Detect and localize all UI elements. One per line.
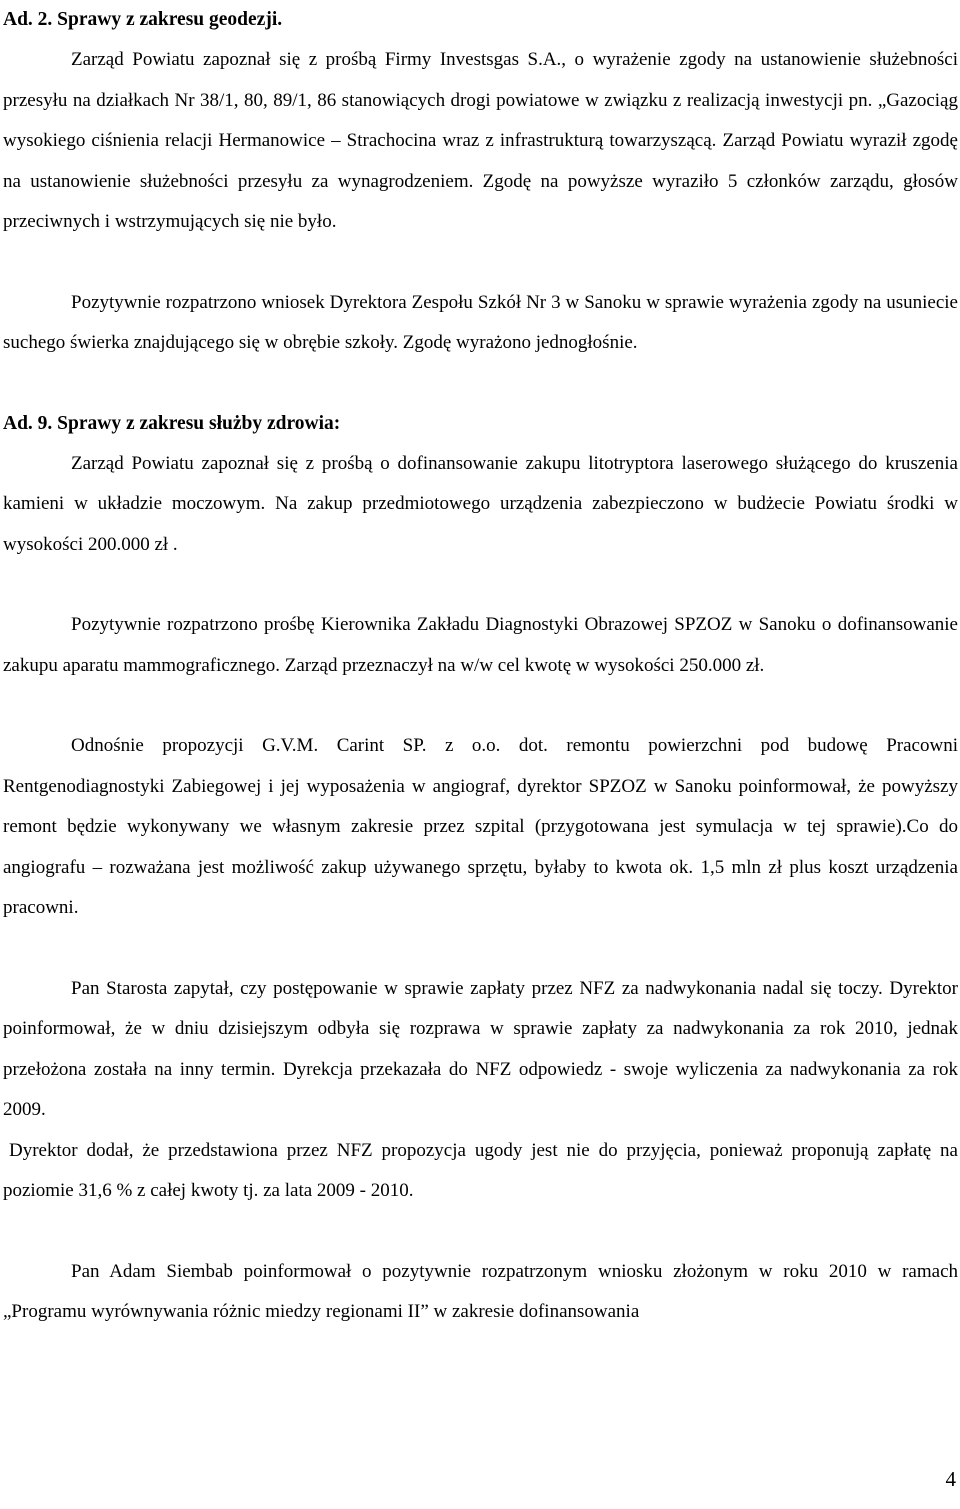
spacer [3,929,958,969]
paragraph-nfz-ugoda: Dyrektor dodał, że przedstawiona przez NFZ propozycja ugody jest nie do przyjęcia, ponieważ proponują zapłatę na poziomie 31,6 % z całej kwoty tj. za lata 2009 - 2010. [3,1139,958,1201]
paragraph-investgas: Zarząd Powiatu zapoznał się z prośbą Firmy Investsgas S.A., o wyrażenie zgody na ustanowienie służebności przesyłu na działkach Nr 38/1, 80, 89/1, 86 stanowiących drogi powiatowe w związku z realizacją inwestycji pn. „Gazociąg wysokiego ciśnienia relacji Hermanowice – Strachocina wraz z infrastrukturą towarzyszącą. Zarząd Powiatu wyraził zgodę na ustanowienie służebności przesyłu za wynagrodzeniem. Zgodę na powyższe wyraziło 5 członków zarządu, głosów przeciwnych i wstrzymujących się nie było. [3,49,958,232]
paragraph-angiograf: Odnośnie propozycji G.V.M. Carint SP. z o.o. dot. remontu powierzchni pod budowę Pracowni Rentgenodiagnostyki Zabiegowej i jej wyposażenia w angiograf, dyrektor SPZOZ w Sanoku poinformował, że powyższy remont będzie wykonywany we własnym zakresie przez szpital (przygotowana jest symulacja w tej sprawie).Co do angiografu – rozważana jest możliwość zakup używanego sprzętu, byłaby to kwota ok. 1,5 mln zł plus koszt urządzenia pracowni. [3,735,958,918]
spacer [3,565,958,605]
paragraph-nfz-nadwykonania: Pan Starosta zapytał, czy postępowanie w sprawie zapłaty przez NFZ za nadwykonania nadal się toczy. Dyrektor poinformował, że w dniu dzisiejszym odbyła się rozprawa w sprawie zapłaty za nadwykonania za rok 2010, jednak przełożona została na inny termin. Dyrekcja przekazała do NFZ odpowiedz - swoje wyliczenia za nadwykonania za rok 2009. [3,977,958,1120]
spacer [3,686,958,726]
document-page [3,0,958,1333]
paragraph-mammograf: Pozytywnie rozpatrzono prośbę Kierownika Zakładu Diagnostyki Obrazowej SPZOZ w Sanoku o dofinansowanie zakupu aparatu mammograficznego. Zarząd przeznaczył na w/w cel kwotę w wysokości 250.000 zł. [3,614,958,676]
section-heading-geodezja: Ad. 2. Sprawy z zakresu geodezji. [3,9,283,30]
spacer [3,364,958,404]
paragraph-litotryptor: Zarząd Powiatu zapoznał się z prośbą o dofinansowanie zakupu litotryptora laserowego służącego do kruszenia kamieni w układzie moczowym. Na zakup przedmiotowego urządzenia zabezpieczono w budżecie Powiatu środki w wysokości 200.000 zł . [3,452,958,555]
spacer [3,243,958,283]
spacer [3,1212,958,1252]
paragraph-zespol-szkol: Pozytywnie rozpatrzono wniosek Dyrektora Zespołu Szkół Nr 3 w Sanoku w sprawie wyrażenia zgody na usuniecie suchego świerka znajdującego się w obrębie szkoły. Zgodę wyrażono jednogłośnie. [3,291,958,353]
section-heading-sluzba-zdrowia: Ad. 9. Sprawy z zakresu służby zdrowia: [3,412,341,434]
page-number: 4 [945,1467,956,1491]
paragraph-program-wyrownywania: Pan Adam Siembab poinformował o pozytywnie rozpatrzonym wniosku złożonym w roku 2010 w ramach „Programu wyrównywania różnic miedzy regionami II” w zakresie dofinansowania [3,1260,958,1322]
